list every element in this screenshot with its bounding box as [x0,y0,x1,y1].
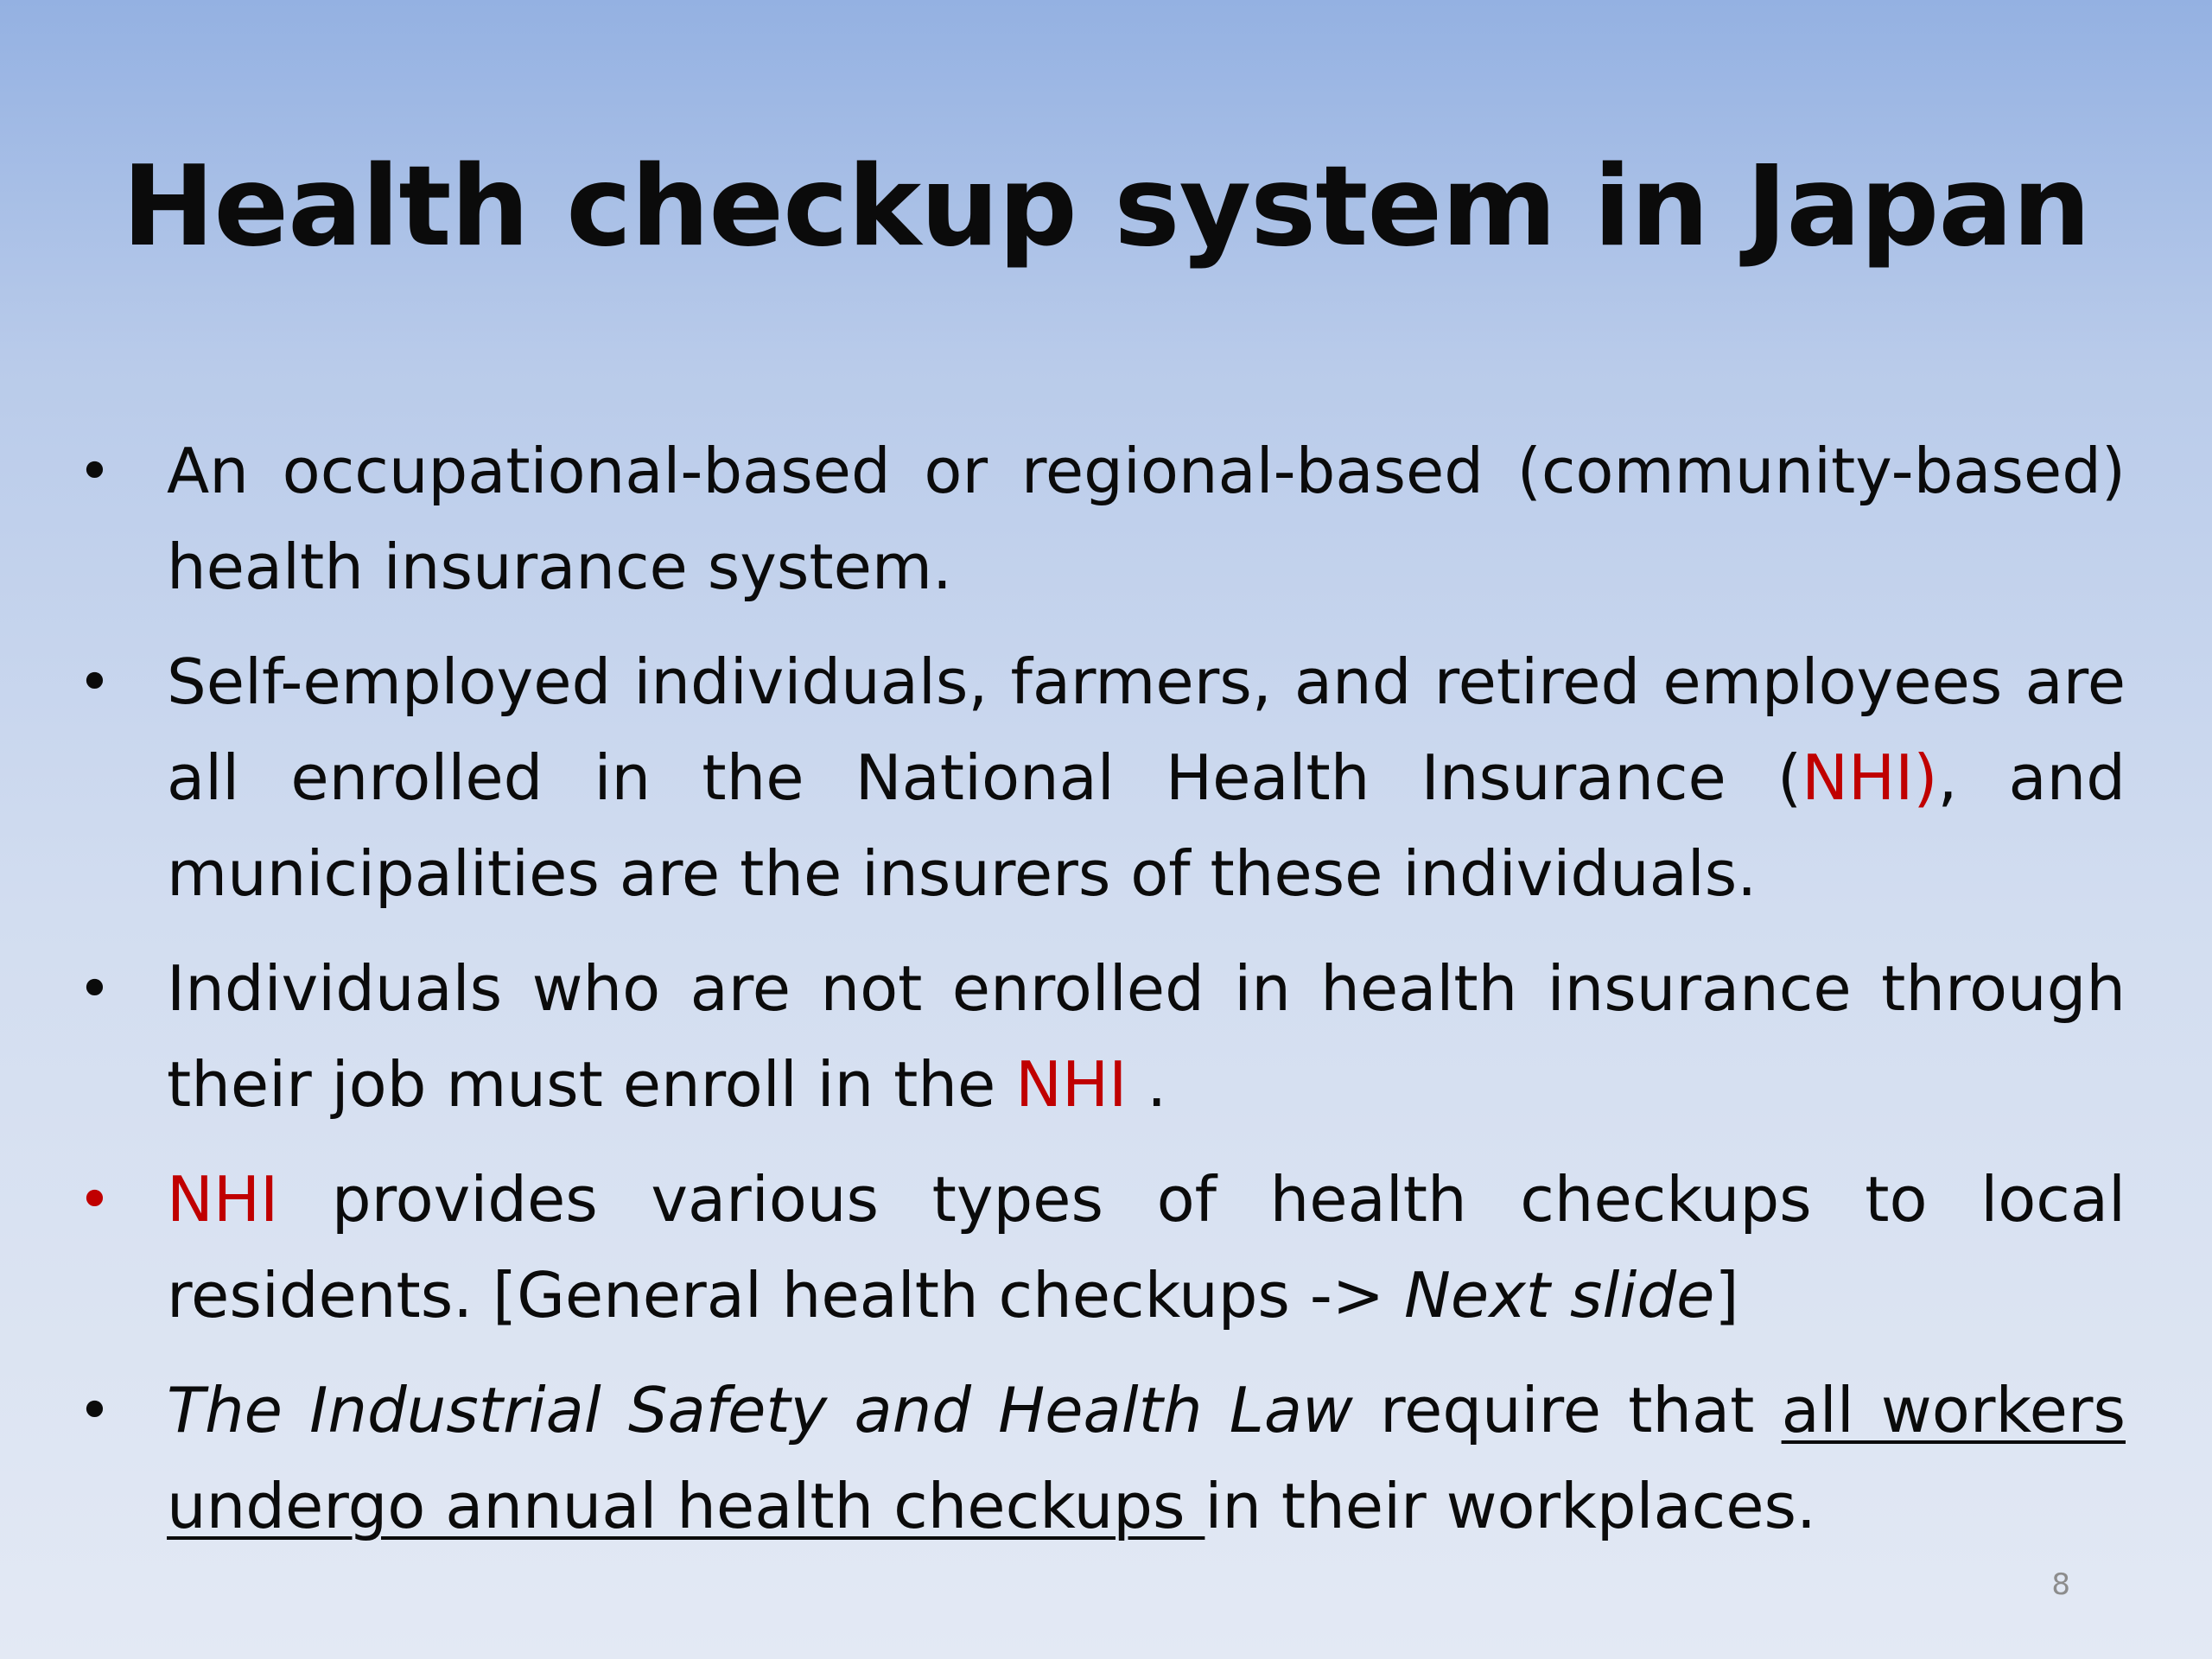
bullet-item-5 [78,1363,2126,1554]
bullet-text-continued: , and municipalities are the insurers of these individuals. [167,741,2126,910]
next-slide-reference: Next slide [1404,1259,1715,1332]
law-name: The Industrial Safety and Health Law [167,1374,1353,1446]
bullet-dot-icon: • [78,649,111,715]
bullet-item-2 [78,634,2126,922]
bullet-list [78,423,2126,1573]
bullet-text-continued: ] [1714,1259,1739,1332]
bullet-item-1 [78,423,2126,615]
bullet-text: provides various types of health checkups to local residents. [General health checkups -> [167,1163,2126,1332]
nhi-highlight: NHI) [1802,741,1938,814]
bullet-item-4 [78,1152,2126,1344]
bullet-text-continued: . [1127,1048,1167,1121]
bullet-text: Self-employed individuals, farmers, and retired employees are all enrolled in the National Health Insurance ( [167,645,2126,814]
page-number: 8 [2051,1567,2070,1602]
bullet-dot-icon: • [78,1377,111,1444]
bullet-text: Individuals who are not enrolled in health insurance through their job must enroll in the [167,952,2126,1121]
bullet-text-continued: in their workplaces. [1205,1470,1816,1542]
bullet-dot-icon: • [78,1166,111,1233]
bullet-text: An occupational-based or regional-based (community-based) health insurance system. [167,435,2126,603]
bullet-dot-icon: • [78,438,111,505]
underlined-requirement: all workers undergo annual health checkups [167,1374,2126,1542]
bullet-item-3 [78,941,2126,1133]
slide-title: Health checkup system in Japan [122,143,2090,271]
bullet-dot-icon: • [78,956,111,1022]
nhi-highlight: NHI [167,1163,279,1236]
bullet-text: require that [1352,1374,1782,1446]
nhi-highlight: NHI [1015,1048,1128,1121]
